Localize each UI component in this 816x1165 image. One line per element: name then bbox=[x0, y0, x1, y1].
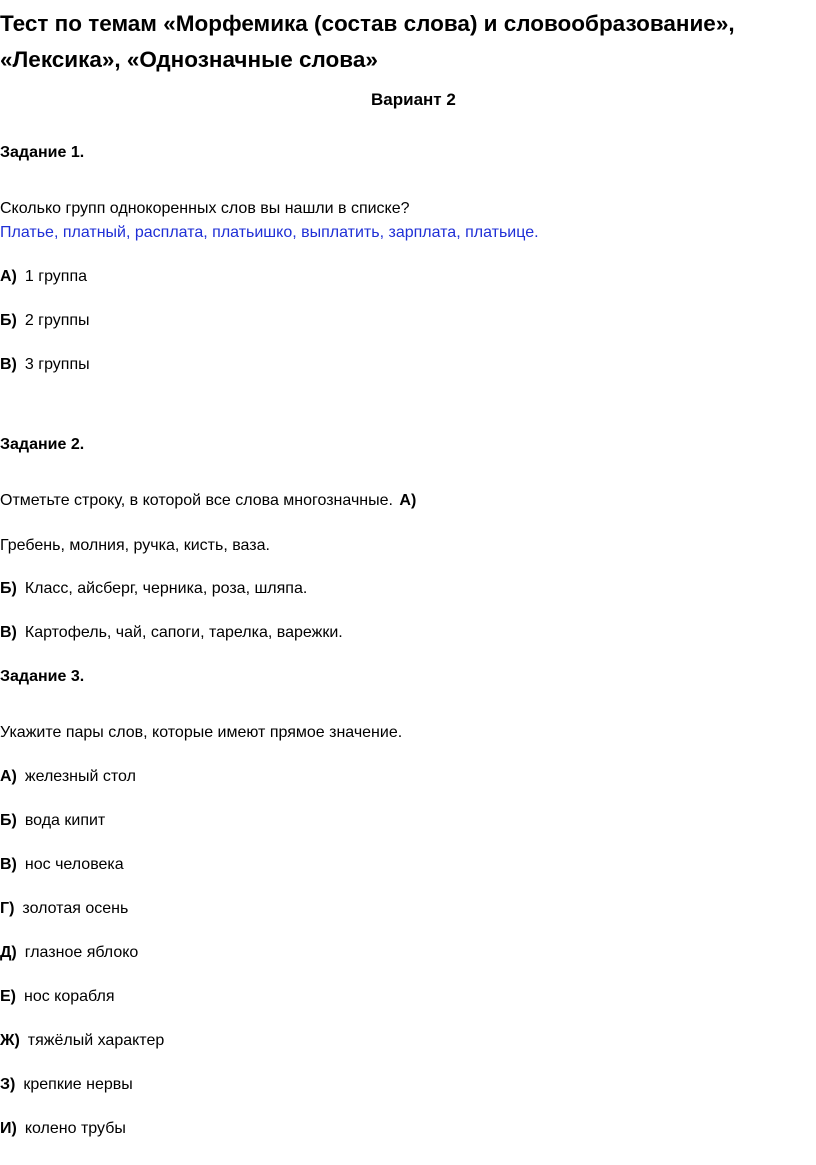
option-label: А) bbox=[0, 268, 17, 285]
document-title: Тест по темам «Морфемика (состав слова) и словообразование», «Лексика», «Однозначные слова» bbox=[0, 11, 735, 72]
task-3-option-d bbox=[0, 898, 128, 920]
task-2-option-b bbox=[0, 578, 307, 600]
task-1-option-c bbox=[0, 354, 90, 376]
task-3-option-e bbox=[0, 942, 138, 964]
task-1-word-list: Платье, платный, расплата, платьишко, выплатить, зарплата, платьице. bbox=[0, 224, 539, 241]
option-label: Д) bbox=[0, 944, 17, 961]
option-label: Б) bbox=[0, 812, 17, 829]
task-3-option-c bbox=[0, 854, 124, 876]
task-2-option-a-text: Гребень, молния, ручка, кисть, ваза. bbox=[0, 537, 270, 554]
option-text: вода кипит bbox=[24, 812, 106, 829]
task-1-question: Сколько групп однокоренных слов вы нашли в списке? bbox=[0, 200, 410, 217]
option-text: Картофель, чай, сапоги, тарелка, варежки. bbox=[24, 624, 343, 641]
option-text: нос корабля bbox=[24, 988, 115, 1005]
task-1-option-b bbox=[0, 310, 90, 332]
task-2-heading: Задание 2. bbox=[0, 436, 85, 453]
option-text: золотая осень bbox=[22, 900, 129, 917]
option-label: В) bbox=[0, 856, 17, 873]
task-3-option-b bbox=[0, 810, 105, 832]
option-text: колено трубы bbox=[24, 1120, 126, 1137]
option-label: Б) bbox=[0, 312, 17, 329]
task-2-question: Отметьте строку, в которой все слова многозначные. bbox=[0, 492, 393, 509]
option-text: 3 группы bbox=[24, 356, 90, 373]
variant-label: Вариант 2 bbox=[371, 90, 456, 109]
task-1-heading: Задание 1. bbox=[0, 144, 85, 161]
option-label: В) bbox=[0, 356, 17, 373]
option-label: А) bbox=[0, 768, 17, 785]
option-label: А) bbox=[399, 492, 417, 509]
task-2-option-c bbox=[0, 622, 343, 644]
option-label: Б) bbox=[0, 580, 17, 597]
option-label: Г) bbox=[0, 900, 15, 917]
option-label: З) bbox=[0, 1076, 16, 1093]
task-3-heading: Задание 3. bbox=[0, 668, 85, 685]
task-1-option-a bbox=[0, 266, 87, 288]
option-text: 2 группы bbox=[24, 312, 90, 329]
option-label: Ж) bbox=[0, 1032, 20, 1049]
option-text: 1 группа bbox=[24, 268, 88, 285]
task-3-option-f bbox=[0, 986, 115, 1008]
option-text: тяжёлый характер bbox=[27, 1032, 165, 1049]
option-text: крепкие нервы bbox=[23, 1076, 133, 1093]
option-text: железный стол bbox=[24, 768, 136, 785]
option-text: нос человека bbox=[24, 856, 124, 873]
task-3-option-h bbox=[0, 1074, 133, 1096]
option-label: И) bbox=[0, 1120, 17, 1137]
task-3-question: Укажите пары слов, которые имеют прямое значение. bbox=[0, 724, 403, 741]
task-2-question-line bbox=[0, 490, 424, 512]
task-3-option-i bbox=[0, 1118, 126, 1140]
option-text: глазное яблоко bbox=[24, 944, 139, 961]
option-text: Класс, айсберг, черника, роза, шляпа. bbox=[24, 580, 308, 597]
task-3-option-a bbox=[0, 766, 136, 788]
option-label: В) bbox=[0, 624, 17, 641]
task-3-option-g bbox=[0, 1030, 164, 1052]
option-label: Е) bbox=[0, 988, 16, 1005]
